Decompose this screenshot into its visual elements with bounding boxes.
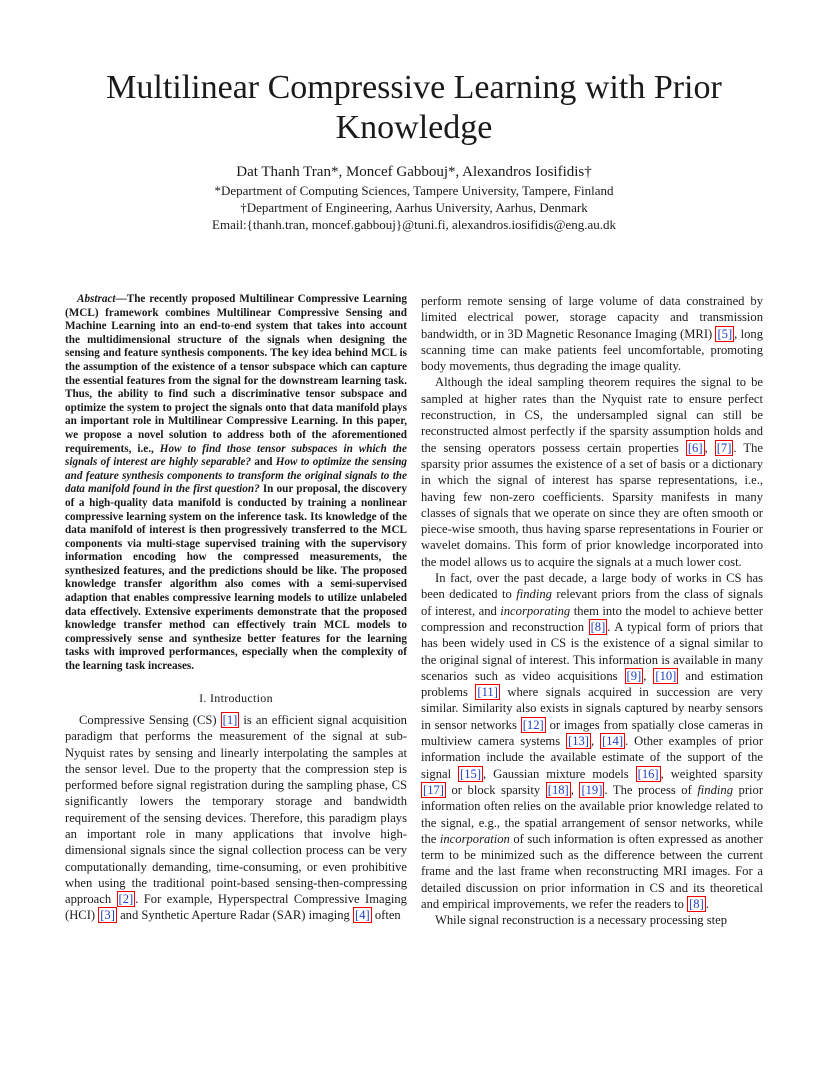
citation-link[interactable]: [16]	[637, 766, 659, 781]
citation-link[interactable]: [17]	[423, 782, 444, 797]
abstract-label: Abstract	[77, 293, 116, 305]
intro-paragraph-1: Compressive Sensing (CS) [1] is an efficient signal acquisition paradigm that performs the measurement of the signal at sub-Nyquist rates by sensing and linearly interpolating the samples at the sensor level. Due to the property that the compression step is performed before signal registration during the sampling phase, CS significantly lowers the temporary storage and bandwidth requirement of the sensing devices. Therefore, this paradigm plays an important role in many applications that involve high-dimensional signals since the signal collection process can be very computationally demanding, time-consuming, or even prohibitive when using the traditional point-based sensing-then-compressing approach [2] . For example, Hyperspectral Compressive Imaging (HCI) [3] and Synthetic Aperture Radar (SAR) imaging [4] often	[65, 712, 407, 923]
intro-paragraph-continued: perform remote sensing of large volume of data constrained by limited electrical power, storage capacity and transmission bandwidth, or in 3D Magnetic Resonance Imaging (MRI) [5] , long scanning time can make patients feel uncomfortable, promoting body movements, thus degrading the image quality.	[421, 294, 763, 374]
section-heading: I. Introduction	[199, 690, 273, 705]
author-list: Dat Thanh Tran*, Moncef Gabbouj*, Alexandros Iosifidis†	[236, 164, 592, 180]
citation-link[interactable]: [3]	[100, 908, 115, 923]
citation-link[interactable]: [19]	[581, 782, 603, 797]
right-column	[421, 293, 763, 929]
citation-link[interactable]: [1]	[222, 712, 238, 727]
citation-link[interactable]: [4]	[355, 908, 370, 923]
citation-link[interactable]: [5]	[717, 326, 733, 341]
citation-link[interactable]: [10]	[655, 668, 677, 683]
citation-link[interactable]: [18]	[547, 782, 569, 797]
citation-link[interactable]: [12]	[522, 717, 544, 732]
citation-link[interactable]: [8]	[689, 896, 704, 911]
citation-link[interactable]: [9]	[626, 668, 642, 683]
citation-link[interactable]: [11]	[477, 685, 498, 700]
affiliation-2: †Department of Engineering, Aarhus University, Aarhus, Denmark	[240, 200, 588, 215]
author-email: Email:{thanh.tran, moncef.gabbouj}@tuni.fi, alexandros.iosifidis@eng.au.dk	[212, 217, 616, 232]
abstract: Abstract—The recently proposed Multilinear Compressive Learning (MCL) framework combines Multilinear Compressive Sensing and Machine Learning into an end-to-end system that takes into account the multidimensional structure of the signals when designing the sensing and feature synthesis components. The key idea behind MCL is the assumption of the existence of a tensor subspace which can capture the essential features from the signal for the downstream learning task. Thus, the ability to find such a discriminative tensor subspace and optimize the system to project the signals onto that data manifold plays an important role in Multilinear Compressive Learning. In this paper, we propose a novel solution to address both of the aforementioned requirements, i.e., How to find those tensor subspaces in which the signals of interest are highly separable? and How to optimize the sensing and feature synthesis components to transform the original signals to the data manifold found in the first question? In our proposal, the discovery of a high-quality data manifold is conducted by training a nonlinear compressive learning system on the inference task. Its knowledge of the data manifold of interest is then progressively transferred to the MCL components via multi-stage supervised training with the supervisory information encoding how the compressed measurements, the synthesized features, and the predictions should be like. The proposed knowledge transfer algorithm also comes with a semi-supervised adaption that enables compressive learning models to utilize unlabeled data effectively. Extensive experiments demonstrate that the proposed knowledge transfer method can effectively train MCL models to compressively sense and synthesize better features for the learning tasks with improved performances, especially when the complexity of the learning task increases.	[65, 293, 408, 673]
citation-link[interactable]: [2]	[118, 892, 134, 907]
citation-link[interactable]: [6]	[687, 440, 703, 455]
paper-title: Multilinear Compressive Learning with Prior Knowledge	[106, 69, 722, 146]
citation-link[interactable]: [13]	[568, 734, 589, 749]
citation-link[interactable]: [14]	[602, 734, 624, 749]
citation-link[interactable]: [15]	[460, 766, 482, 781]
citation-link[interactable]: [7]	[716, 440, 732, 455]
intro-paragraph-2: Although the ideal sampling theorem requires the signal to be sampled at higher rates than the Nyquist rate to ensure perfect reconstruction, in CS, the undersampled signal can still be reconstructed almost perfectly if the sparsity assumption holds and the sensing operators possess certain properties [6] , [7] . The sparsity prior assumes the existence of a set of basis or a dictionary in which the signal of interest has sparse representations, i.e., having few non-zero coefficients. Sparsity manifests in many classes of signals that we operate on since they are often smooth or piece-wise smooth, thus having sparse representations in Fourier or wavelet domains. This form of prior knowledge incorporated into the model allows us to acquire the signals at a much lower cost.	[421, 375, 763, 569]
intro-paragraph-3: In fact, over the past decade, a large body of works in CS has been dedicated to finding relevant priors from the class of signals of interest, and incorporating them into the model to achieve better compression and reconstruction [8] . A typical form of priors that has been widely used in CS is the existence of a signal similar to the original signal of interest. This information is available in many scenarios such as video acquisitions [9] , [10] and estimation problems [11] where signals acquired in succession are very similar. Similarity also exists in signals captured by nearby sensors in sensor networks [12] or images from spatially close cameras in multiview camera systems [13] , [14] . Other examples of prior information include the available estimate of the support of the signal [15] , Gaussian mixture models [16] , weighted sparsity [17] or block sparsity [18] , [19] . The process of finding prior information often relies on the available prior knowledge related to the signal, e.g., the spatial arrangement of sensor networks, while the incorporation of such information is often expressed as another term to be minimized such as the difference between the current frame and the last frame when reconstructing MRI images. For a detailed discussion on prior information in CS and its theoretical and empirical improvements, we refer the readers to [8] .	[421, 571, 764, 911]
citation-link[interactable]: [8]	[590, 619, 606, 634]
affiliation-1: *Department of Computing Sciences, Tampere University, Tampere, Finland	[214, 183, 614, 198]
intro-paragraph-4: While signal reconstruction is a necessary processing step	[435, 913, 728, 928]
left-column	[65, 293, 407, 924]
